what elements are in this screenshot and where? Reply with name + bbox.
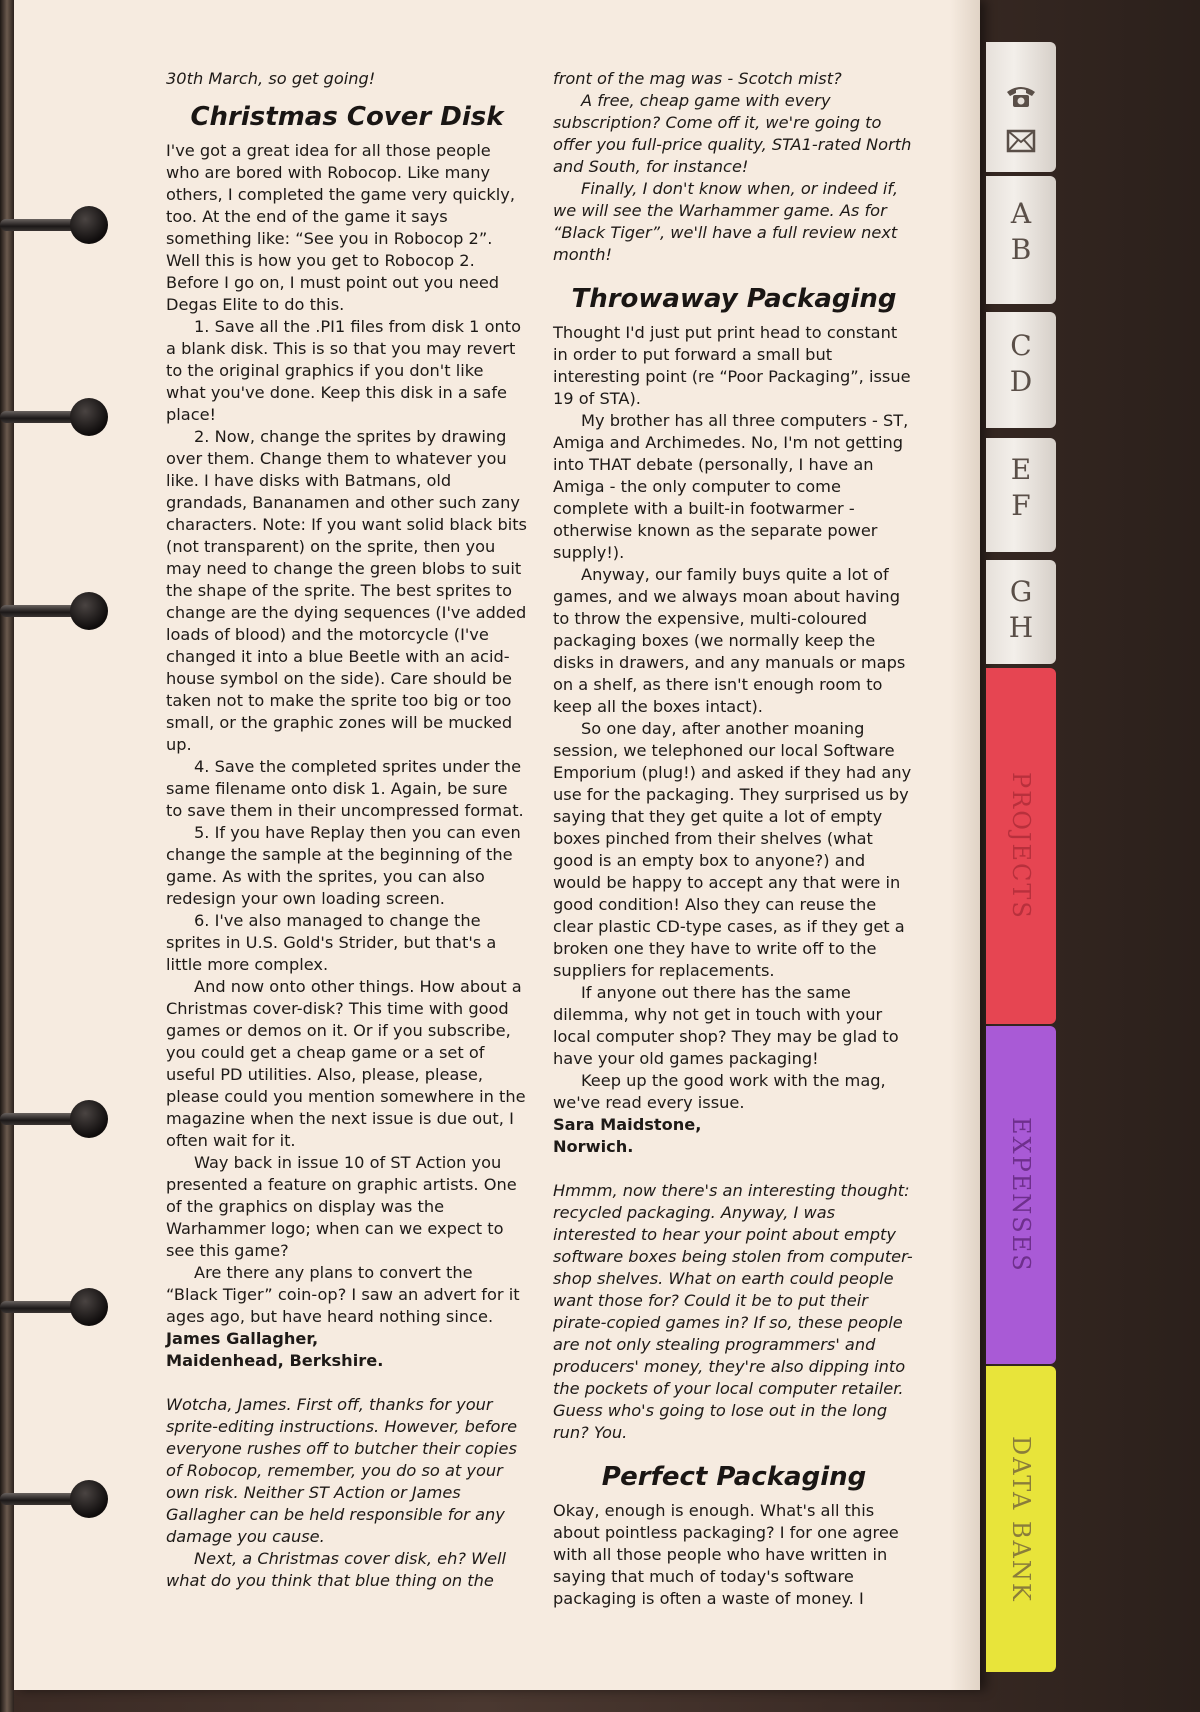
editor-reply: front of the mag was - Scotch mist? xyxy=(553,69,842,88)
signature-name: Sara Maidstone, xyxy=(553,1115,702,1134)
tab-ef[interactable] xyxy=(986,438,1056,552)
editor-reply: Hmmm, now there's an interesting thought: recycled packaging. Anyway, I was interested to hear your point about empty software boxes being stolen from computer-shop shelves. What on earth could people want those for? Could it be to put their pirate-copied games in? If so, these people are not only stealing programmers' and producers' money, they're also dipping into the pockets of your local computer retailer. Guess who's going to lose out in the long run? You. xyxy=(553,1181,913,1442)
right-column xyxy=(553,68,915,1610)
signature-place: Norwich. xyxy=(553,1137,634,1156)
tab-label: DATA BANK xyxy=(1007,1435,1035,1603)
editor-reply: Next, a Christmas cover disk, eh? Well what do you think that blue thing on the xyxy=(166,1549,507,1590)
binder-ring xyxy=(0,1480,110,1516)
tab-projects[interactable] xyxy=(986,668,1056,1024)
letter-paragraph: Are there any plans to convert the “Black Tiger” coin-op? I saw an advert for it ages ago, but have heard nothing since. xyxy=(166,1263,520,1326)
tab-data-bank[interactable] xyxy=(986,1366,1056,1672)
editor-reply: A free, cheap game with every subscription? Come off it, we're going to offer you full-price quality, STA1-rated North and South, for instance! xyxy=(553,91,912,176)
tab-label: EXPENSES xyxy=(1007,1117,1035,1273)
binder-ring xyxy=(0,1100,110,1136)
letter-paragraph: Okay, enough is enough. What's all this about pointless packaging? I for one agree with all those people who have written in saying that much of today's software packaging is often a waste of money. I xyxy=(553,1501,899,1608)
binder-ring xyxy=(0,1288,110,1324)
letter-paragraph: Anyway, our family buys quite a lot of games, and we always moan about having to throw the expensive, multi-coloured packaging boxes (we normally keep the disks in drawers, and any manuals or maps on a shelf, as there isn't enough room to keep all the boxes intact). xyxy=(553,565,906,716)
letter-paragraph: My brother has all three computers - ST, Amiga and Archimedes. No, I'm not getting into THAT debate (personally, I have an Amiga - the only computer to come complete with a built-in footwarmer - otherwise known as the separate power supply!). xyxy=(553,411,909,562)
signature-name: James Gallagher, xyxy=(166,1329,319,1348)
letter-paragraph: So one day, after another moaning session, we telephoned our local Software Emporium (plug!) and asked if they had any use for the packaging. They surprised us by saying that they get quite a lot of empty boxes pinched from their shelves (what good is an empty box to anyone?) and would be happy to accept any that were in good condition! Also they can reuse the clear plastic CD-type cases, as if they get a broken one they have to write off to the suppliers for replacements. xyxy=(553,719,912,980)
envelope-icon xyxy=(1004,126,1038,156)
heading-throwaway-packaging: Throwaway Packaging xyxy=(571,284,897,314)
tab-letter: B xyxy=(1010,233,1032,266)
tab-letter: A xyxy=(1010,197,1032,230)
tab-cd[interactable] xyxy=(986,312,1056,428)
telephone-icon xyxy=(1004,82,1038,112)
tab-gh[interactable] xyxy=(986,560,1056,664)
binder-ring xyxy=(0,398,110,434)
heading-perfect-packaging: Perfect Packaging xyxy=(601,1462,867,1492)
tab-contacts[interactable] xyxy=(986,42,1056,172)
letter-paragraph: 6. I've also managed to change the sprites in U.S. Gold's Strider, but that's a little more complex. xyxy=(166,911,497,974)
letter-paragraph: If anyone out there has the same dilemma, why not get in touch with your local computer shop? They may be glad to have your old games packaging! xyxy=(553,983,899,1068)
letter-paragraph: I've got a great idea for all those people who are bored with Robocop. Like many others, I completed the game very quickly, too. At the end of the game it says something like: “See you in Robocop 2”. Well this is how you get to Robocop 2. Before I go on, I must point out you need Degas Elite to do this. xyxy=(166,141,516,314)
tab-letter: G xyxy=(1009,575,1033,608)
tab-ab[interactable] xyxy=(986,176,1056,304)
letter-paragraph: 5. If you have Replay then you can even change the sample at the beginning of the game. As with the sprites, you can also redesign your own loading screen. xyxy=(166,823,521,908)
signature-place: Maidenhead, Berkshire. xyxy=(166,1351,384,1370)
binder-ring xyxy=(0,592,110,628)
binder-spine xyxy=(0,0,14,1712)
letter-paragraph: 2. Now, change the sprites by drawing over them. Change them to whatever you like. I have disks with Batmans, old grandads, Bananamen and other such zany characters. Note: If you want solid black bits (not transparent) on the sprite, then you may need to change the green blobs to suit the shape of the sprite. The best sprites to change are the dying sequences (I've added loads of blood) and the motorcycle (I've changed it into a blue Beetle with an acid-house symbol on the side). Care should be taken not to make the sprite too big or too small, or the graphic zones will be mucked up. xyxy=(166,427,527,754)
binder-ring xyxy=(0,206,110,242)
letter-paragraph: 4. Save the completed sprites under the same filename onto disk 1. Again, be sure to save them in their uncompressed format. xyxy=(166,757,524,820)
tab-letter: E xyxy=(1010,453,1032,486)
tab-expenses[interactable] xyxy=(986,1026,1056,1364)
letter-paragraph: 1. Save all the .PI1 files from disk 1 onto a blank disk. This is so that you may revert to the original graphics if you don't like what you've done. Keep this disk in a safe place! xyxy=(166,317,521,424)
tab-letter: C xyxy=(1010,329,1032,362)
letter-paragraph: And now onto other things. How about a Christmas cover-disk? This time with good games or demos on it. Or if you subscribe, you could get a cheap game or a set of useful PD utilities. Also, please, please, please could you mention somewhere in the magazine when the next issue is due out, I often wait for it. xyxy=(166,977,526,1150)
tab-label: PROJECTS xyxy=(1007,772,1035,920)
heading-christmas-cover-disk: Christmas Cover Disk xyxy=(190,102,504,132)
tab-letter: F xyxy=(1011,489,1031,522)
letter-paragraph: Keep up the good work with the mag, we've read every issue. xyxy=(553,1071,886,1112)
editor-reply: Finally, I don't know when, or indeed if, we will see the Warhammer game. As for “Black Tiger”, we'll have a full review next month! xyxy=(553,179,898,264)
tab-letter: D xyxy=(1009,365,1033,398)
opening-line: 30th March, so get going! xyxy=(166,69,376,88)
letter-paragraph: Thought I'd just put print head to constant in order to put forward a small but interesting point (re “Poor Packaging”, issue 19 of STA). xyxy=(553,323,911,408)
left-column xyxy=(166,68,528,1592)
letter-paragraph: Way back in issue 10 of ST Action you presented a feature on graphic artists. One of the graphics on display was the Warhammer logo; when can we expect to see this game? xyxy=(166,1153,517,1260)
editor-reply: Wotcha, James. First off, thanks for your sprite-editing instructions. However, before everyone rushes off to butcher their copies of Robocop, remember, you do so at your own risk. Neither ST Action or James Gallagher can be held responsible for any damage you cause. xyxy=(166,1395,518,1546)
tab-letter: H xyxy=(1008,611,1034,644)
